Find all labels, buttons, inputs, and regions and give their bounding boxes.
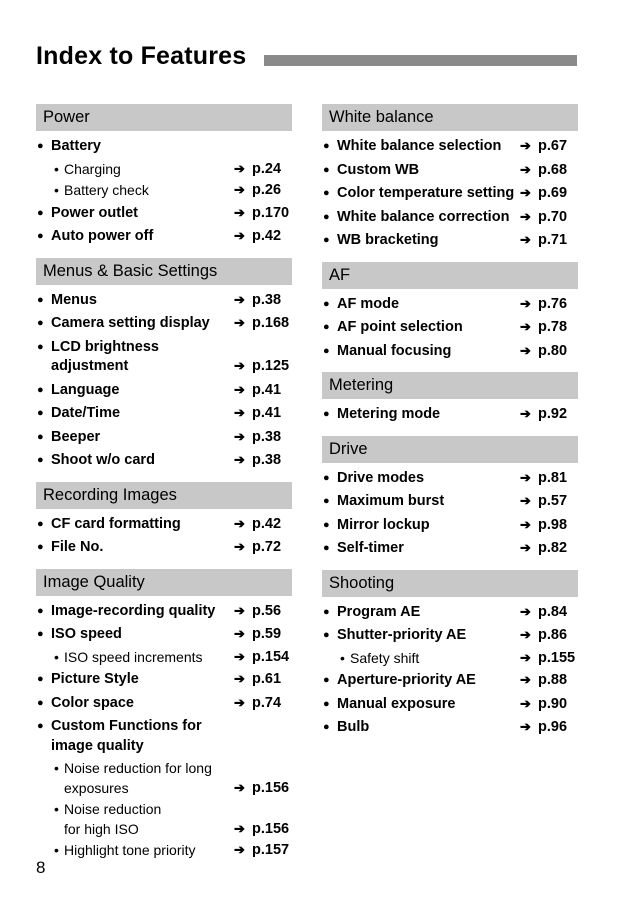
page-reference <box>234 159 292 180</box>
page-reference <box>520 294 578 315</box>
index-entry <box>36 289 292 313</box>
title-rule <box>264 55 577 66</box>
index-entry <box>36 225 292 249</box>
arrow-right-icon: ➔ <box>520 719 531 734</box>
index-entry <box>36 623 292 647</box>
index-subentry <box>322 648 578 670</box>
index-entry <box>322 490 578 514</box>
arrow-right-icon: ➔ <box>234 291 245 307</box>
arrow-right-icon: ➔ <box>234 602 245 618</box>
page-link: p.170 <box>252 204 290 221</box>
entry-label-line: ● Camera setting display <box>51 315 210 331</box>
index-entry <box>36 336 292 379</box>
entry-label-line: ● Mirror lockup <box>337 516 430 533</box>
page-link: p.154 <box>252 648 290 665</box>
entry-label-line: ● Date/Time <box>51 405 121 421</box>
page-reference <box>520 404 578 425</box>
page-link: p.59 <box>252 626 282 642</box>
entry-label-line: ● Custom Functions for <box>51 718 202 734</box>
page-reference <box>234 819 292 840</box>
entry-label-line: ● White balance correction <box>337 208 510 225</box>
index-entry <box>322 206 578 230</box>
entry-label-line: ● Custom WB <box>337 161 420 178</box>
index-subentry <box>36 840 292 862</box>
entry-label-line: ● Picture Style <box>51 671 139 687</box>
arrow-right-icon: ➔ <box>234 358 245 373</box>
entry-label-line: ● File No. <box>51 539 104 555</box>
page-reference <box>234 427 292 448</box>
page-link: p.125 <box>252 358 290 374</box>
entry-label-line: ● Image-recording quality <box>51 602 216 619</box>
arrow-right-icon: ➔ <box>234 182 245 197</box>
page-reference <box>234 313 292 334</box>
index-entry <box>322 159 578 183</box>
page-link: p.72 <box>252 539 282 555</box>
entry-label-line: ● Maximum burst <box>337 493 445 509</box>
page-link: p.86 <box>538 627 568 643</box>
section-image-quality <box>36 569 292 862</box>
arrow-right-icon: ➔ <box>234 381 245 397</box>
page-link: p.41 <box>252 405 282 421</box>
page-reference <box>520 670 578 691</box>
entry-label-line: ● Bulb <box>337 719 370 735</box>
index-entry <box>36 668 292 692</box>
page-reference <box>234 514 292 535</box>
index-entry <box>322 229 578 253</box>
arrow-right-icon: ➔ <box>234 405 245 420</box>
entry-label-line: ● Aperture-priority AE <box>337 672 476 688</box>
arrow-right-icon: ➔ <box>520 208 531 224</box>
index-entry <box>36 692 292 716</box>
entry-label-line: ● Beeper <box>51 428 101 445</box>
index-entry <box>322 135 578 159</box>
page-reference <box>520 538 578 559</box>
arrow-right-icon: ➔ <box>520 185 531 200</box>
index-entry <box>322 316 578 340</box>
section-drive <box>322 436 578 561</box>
page-reference <box>520 160 578 181</box>
left-column <box>36 104 292 871</box>
page-title: Index to Features <box>36 42 247 70</box>
page-link: p.70 <box>538 208 568 225</box>
index-subentry <box>36 758 292 799</box>
arrow-right-icon: ➔ <box>234 694 245 710</box>
entry-label-line: • Safety shift <box>350 649 420 666</box>
page-link: p.82 <box>538 540 568 556</box>
page-reference <box>234 226 292 247</box>
entry-label-line: ● Battery <box>51 138 101 154</box>
page-reference <box>520 230 578 251</box>
page-link: p.74 <box>252 694 282 711</box>
page-reference <box>520 648 578 669</box>
entry-label-line: ● CF card formatting <box>51 515 181 532</box>
page-link: p.42 <box>252 515 282 532</box>
page-link: p.76 <box>538 295 568 312</box>
entry-label-line: ● ISO speed <box>51 626 122 642</box>
page-link: p.38 <box>252 291 282 308</box>
page-link: p.57 <box>538 493 568 509</box>
index-subentry <box>36 180 292 202</box>
section-heading: AF <box>322 262 578 289</box>
index-entry <box>322 716 578 740</box>
arrow-right-icon: ➔ <box>234 648 245 664</box>
index-entry <box>322 467 578 491</box>
page-reference <box>234 403 292 424</box>
arrow-right-icon: ➔ <box>520 627 531 642</box>
index-subentry <box>36 647 292 669</box>
index-entry <box>36 536 292 560</box>
section-heading: Metering <box>322 372 578 399</box>
page-link: p.67 <box>538 138 568 154</box>
page-reference <box>520 694 578 715</box>
section-heading: White balance <box>322 104 578 131</box>
arrow-right-icon: ➔ <box>520 672 531 687</box>
page-reference <box>234 840 292 861</box>
page-reference <box>520 207 578 228</box>
entry-label <box>36 137 292 157</box>
page-link: p.98 <box>538 516 568 533</box>
header <box>36 42 578 78</box>
entry-label-line: • Battery check <box>64 182 149 198</box>
index-entry <box>36 513 292 537</box>
arrow-right-icon: ➔ <box>234 820 245 836</box>
page-reference <box>520 136 578 157</box>
entry-label-line: ● Auto power off <box>51 228 154 244</box>
page-link: p.38 <box>252 452 282 468</box>
arrow-right-icon: ➔ <box>520 603 531 619</box>
section-menus-basic-settings <box>36 258 292 473</box>
page-reference <box>520 183 578 204</box>
entry-label-line: ● Color space <box>51 694 134 711</box>
entry-label-line: exposures <box>64 779 129 796</box>
index-subentry <box>36 159 292 181</box>
page-link: p.61 <box>252 671 282 687</box>
entry-label-line: • Charging <box>64 160 121 177</box>
arrow-right-icon: ➔ <box>520 469 531 485</box>
section-af <box>322 262 578 364</box>
page-reference <box>234 537 292 558</box>
arrow-right-icon: ➔ <box>234 204 245 220</box>
page-reference <box>234 356 292 377</box>
index-entry <box>322 403 578 427</box>
index-entry <box>36 135 292 159</box>
entry-label-line: ● Drive modes <box>337 469 425 486</box>
page-reference <box>520 317 578 338</box>
index-entry <box>322 601 578 625</box>
page-reference <box>234 203 292 224</box>
entry-label-line: ● AF point selection <box>337 319 463 335</box>
section-metering <box>322 372 578 427</box>
arrow-right-icon: ➔ <box>234 842 245 857</box>
index-entry <box>322 693 578 717</box>
index-entry <box>322 537 578 561</box>
arrow-right-icon: ➔ <box>520 295 531 311</box>
entry-label-line: image quality <box>51 737 144 754</box>
index-entry <box>322 293 578 317</box>
page-reference <box>234 647 292 668</box>
arrow-right-icon: ➔ <box>520 695 531 711</box>
entry-label-line: • Noise reduction for long <box>64 760 212 776</box>
entry-label-line: ● Manual exposure <box>337 695 456 712</box>
page-reference <box>234 290 292 311</box>
index-entry <box>36 379 292 403</box>
index-entry <box>322 624 578 648</box>
index-entry <box>36 600 292 624</box>
arrow-right-icon: ➔ <box>520 516 531 532</box>
page-link: p.156 <box>252 779 290 796</box>
section-heading: Recording Images <box>36 482 292 509</box>
entry-label-line: ● Metering mode <box>337 406 441 422</box>
entry-label-line: ● Shutter-priority AE <box>337 627 467 643</box>
page-link: p.71 <box>538 232 568 248</box>
index-entry <box>322 669 578 693</box>
page-reference <box>520 341 578 362</box>
page-link: p.81 <box>538 469 568 486</box>
arrow-right-icon: ➔ <box>234 515 245 531</box>
entry-label-line: ● Color temperature setting <box>337 185 515 201</box>
index-entry <box>36 426 292 450</box>
entry-label-line: ● Power outlet <box>51 204 139 221</box>
page-link: p.26 <box>252 182 282 198</box>
page-link: p.24 <box>252 160 282 177</box>
arrow-right-icon: ➔ <box>234 539 245 554</box>
arrow-right-icon: ➔ <box>520 540 531 555</box>
entry-label-line: • Highlight tone priority <box>64 842 196 858</box>
page-link: p.168 <box>252 315 290 331</box>
section-heading: Power <box>36 104 292 131</box>
entry-label-line: ● AF mode <box>337 295 400 312</box>
arrow-right-icon: ➔ <box>234 315 245 330</box>
index-entry <box>322 340 578 364</box>
page-link: p.69 <box>538 185 568 201</box>
page-link: p.78 <box>538 319 568 335</box>
arrow-right-icon: ➔ <box>234 779 245 795</box>
arrow-right-icon: ➔ <box>520 649 531 665</box>
index-entry <box>322 182 578 206</box>
page-reference <box>234 624 292 645</box>
index-entry <box>36 202 292 226</box>
page-link: p.38 <box>252 428 282 445</box>
arrow-right-icon: ➔ <box>520 493 531 508</box>
entry-label-line: adjustment <box>51 358 129 374</box>
page-link: p.92 <box>538 406 568 422</box>
entry-label-line: ● White balance selection <box>337 138 502 154</box>
page-number: 8 <box>36 858 46 877</box>
page-link: p.42 <box>252 228 282 244</box>
entry-label-line: ● Language <box>51 381 120 398</box>
entry-label-line: ● Menus <box>51 291 97 308</box>
index-entry <box>36 449 292 473</box>
page-reference <box>520 515 578 536</box>
entry-label-line: ● Shoot w/o card <box>51 452 155 468</box>
arrow-right-icon: ➔ <box>520 319 531 334</box>
entry-label-line: ● LCD brightness <box>51 338 159 355</box>
entry-label-line: • Noise reduction <box>64 801 162 817</box>
page-link: p.88 <box>538 672 568 688</box>
page-reference <box>234 450 292 471</box>
arrow-right-icon: ➔ <box>520 138 531 153</box>
entry-label-line: ● WB bracketing <box>337 232 439 248</box>
section-heading: Image Quality <box>36 569 292 596</box>
index-entry <box>36 402 292 426</box>
page-link: p.156 <box>252 820 290 837</box>
section-shooting <box>322 570 578 740</box>
page-reference <box>234 669 292 690</box>
arrow-right-icon: ➔ <box>520 161 531 177</box>
page-reference <box>520 491 578 512</box>
entry-label-line: for high ISO <box>64 820 139 837</box>
arrow-right-icon: ➔ <box>234 428 245 444</box>
section-recording-images <box>36 482 292 560</box>
section-heading: Drive <box>322 436 578 463</box>
section-power <box>36 104 292 249</box>
page-reference <box>234 380 292 401</box>
page-link: p.96 <box>538 719 568 735</box>
entry-label-line: ● Self-timer <box>337 540 404 556</box>
index-entry <box>36 312 292 336</box>
arrow-right-icon: ➔ <box>520 342 531 358</box>
page-reference <box>234 693 292 714</box>
arrow-right-icon: ➔ <box>234 452 245 467</box>
arrow-right-icon: ➔ <box>234 626 245 641</box>
page-link: p.80 <box>538 342 568 359</box>
page-link: p.41 <box>252 381 282 398</box>
page-link: p.68 <box>538 161 568 178</box>
index-entry <box>36 715 292 758</box>
entry-label-line: ● Program AE <box>337 603 421 620</box>
page-reference <box>520 468 578 489</box>
section-heading: Shooting <box>322 570 578 597</box>
page-reference <box>520 625 578 646</box>
page-link: p.90 <box>538 695 568 712</box>
entry-label <box>36 717 292 756</box>
section-white-balance <box>322 104 578 253</box>
page-link: p.84 <box>538 603 568 620</box>
right-column <box>322 104 578 749</box>
page-link: p.157 <box>252 842 290 858</box>
entry-label-line: • ISO speed increments <box>64 648 203 665</box>
index-entry <box>322 514 578 538</box>
page-reference <box>234 601 292 622</box>
page-reference <box>234 180 292 201</box>
arrow-right-icon: ➔ <box>234 228 245 243</box>
arrow-right-icon: ➔ <box>520 406 531 421</box>
page-reference <box>520 602 578 623</box>
section-heading: Menus & Basic Settings <box>36 258 292 285</box>
page-link: p.56 <box>252 602 282 619</box>
arrow-right-icon: ➔ <box>234 160 245 176</box>
arrow-right-icon: ➔ <box>234 671 245 686</box>
entry-label-line: ● Manual focusing <box>337 342 452 359</box>
page-reference <box>234 778 292 799</box>
index-subentry <box>36 799 292 840</box>
page-link: p.155 <box>538 649 576 666</box>
arrow-right-icon: ➔ <box>520 232 531 247</box>
page-reference <box>520 717 578 738</box>
